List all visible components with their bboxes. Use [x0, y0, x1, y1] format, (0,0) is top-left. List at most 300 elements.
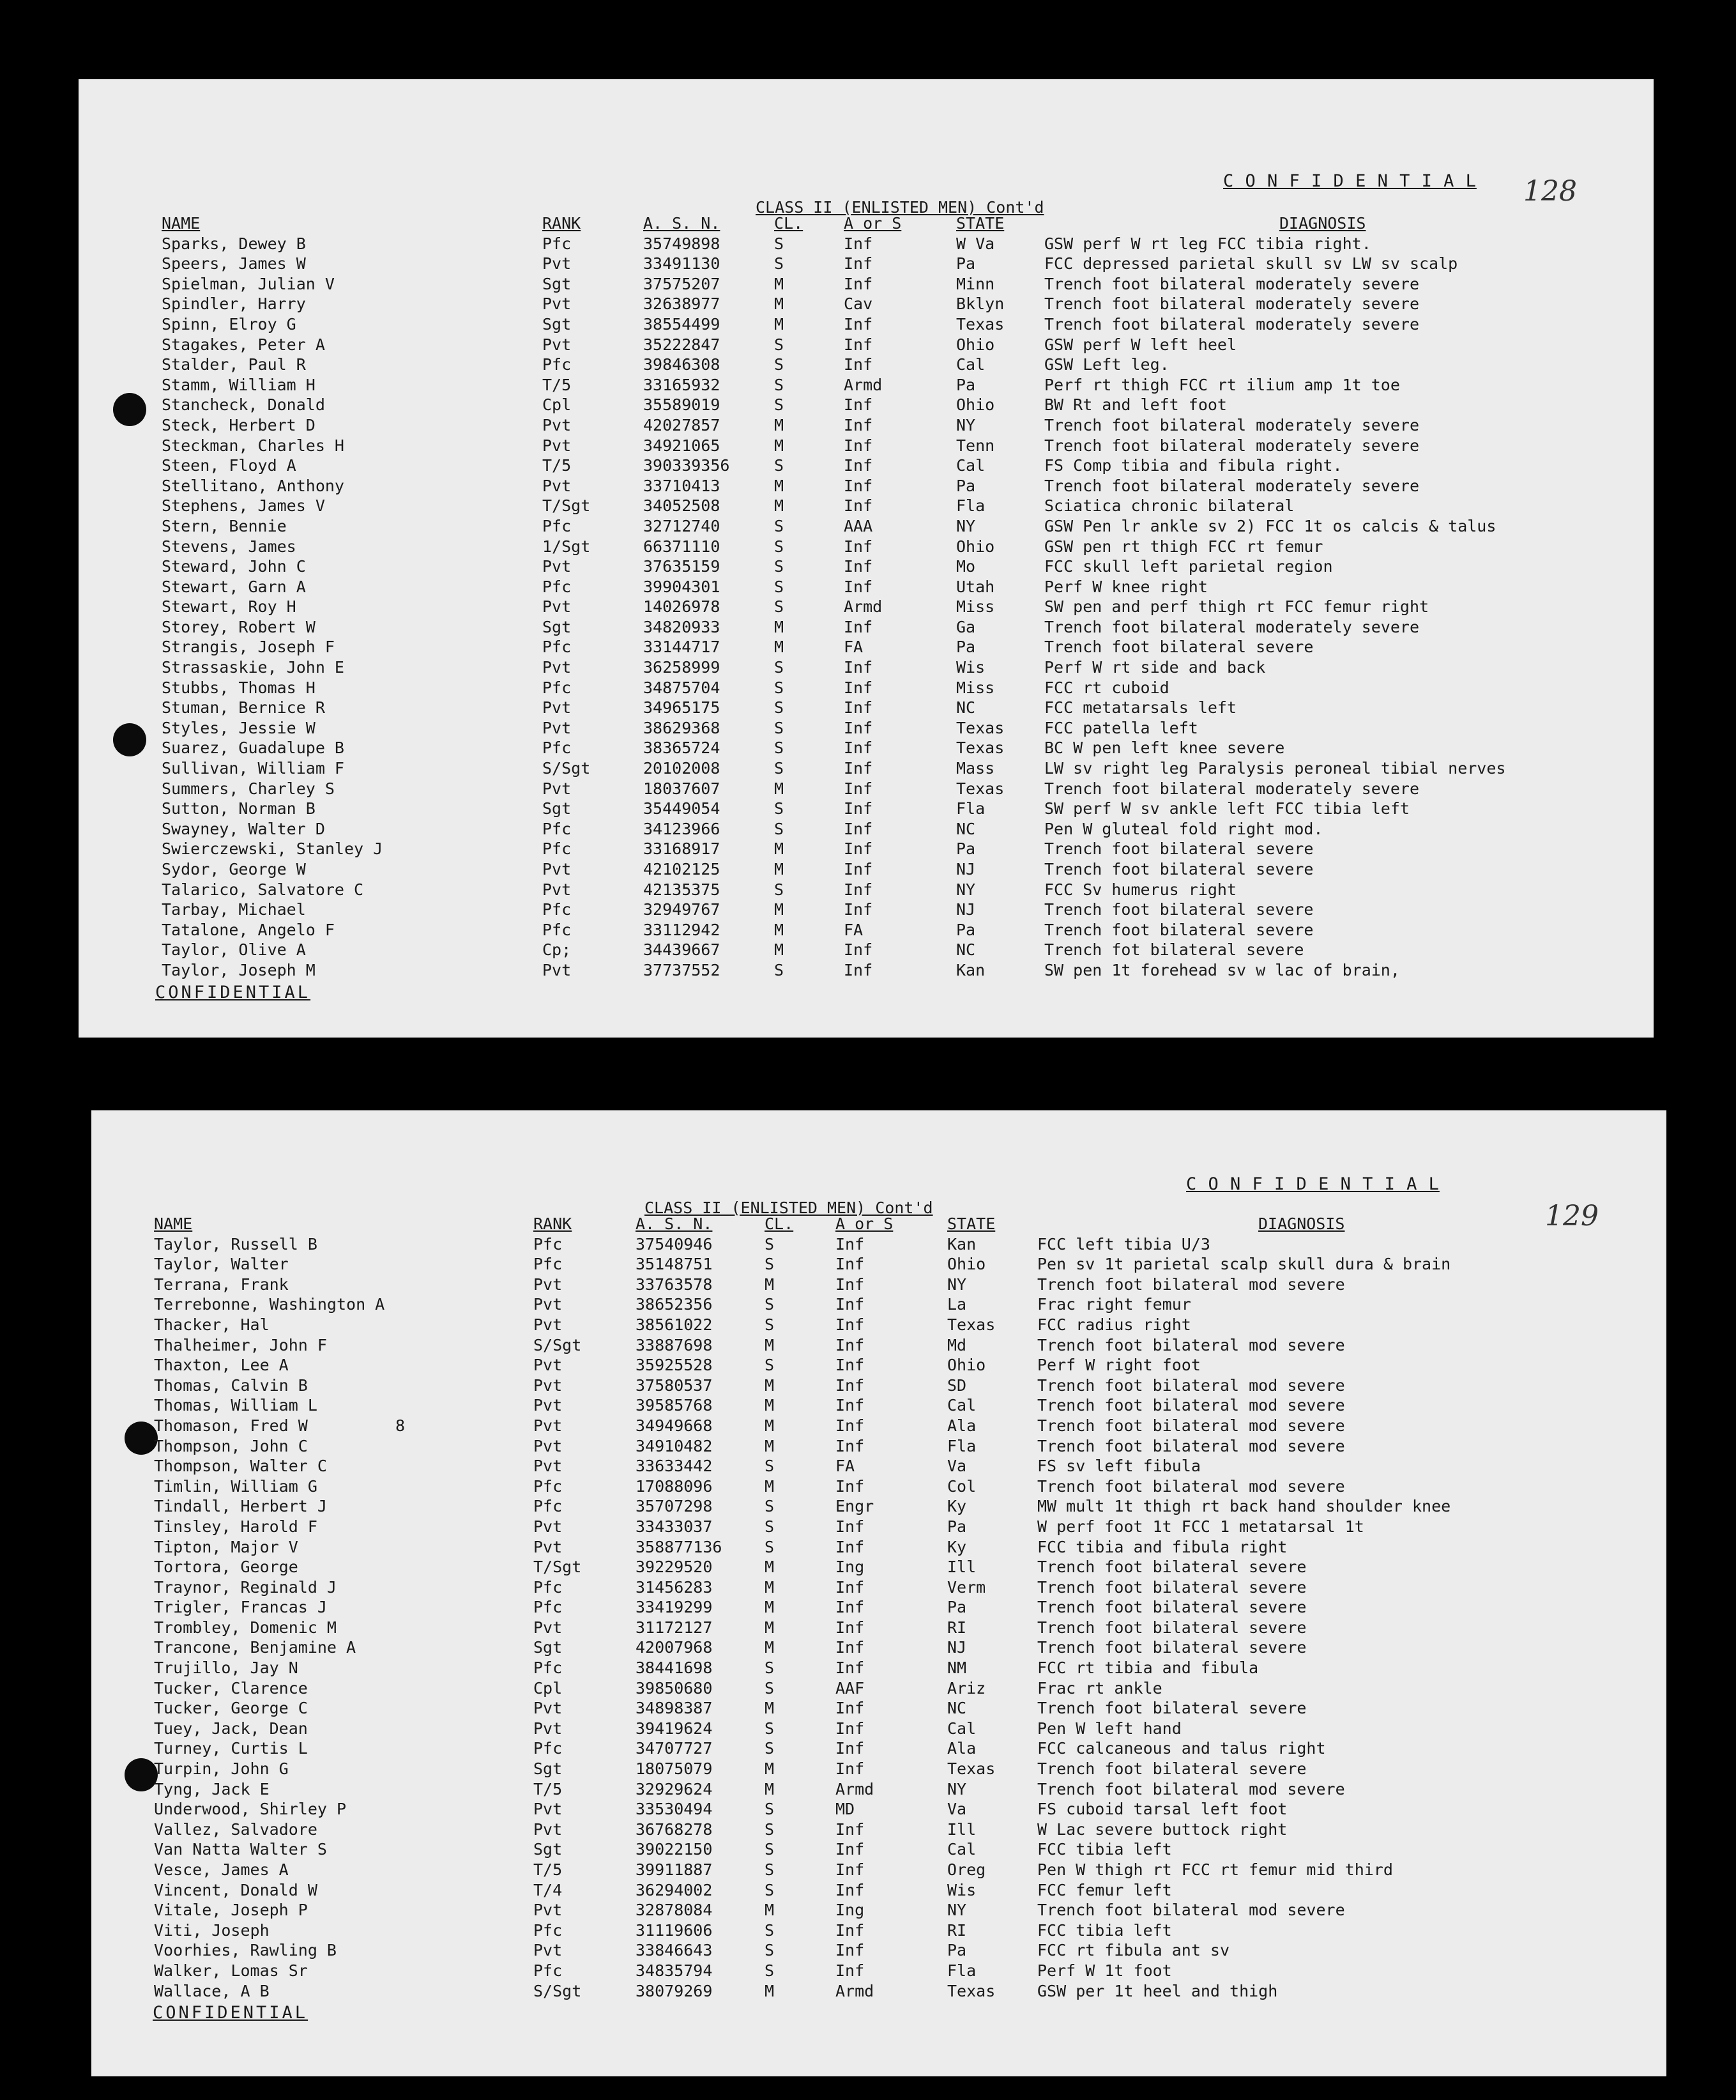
- table-cell-diagnosis: Perf W 1t foot: [1037, 1961, 1172, 1980]
- table-cell-diagnosis: FCC metatarsals left: [1044, 698, 1237, 717]
- table-cell-cl: S: [774, 739, 784, 758]
- header-asn: A. S. N.: [643, 214, 720, 233]
- table-cell-name: Sullivan, William F: [162, 759, 344, 778]
- table-cell-asn: 34965175: [643, 698, 720, 717]
- table-cell-asn: 18075079: [636, 1759, 713, 1779]
- table-cell-name: Stewart, Garn A: [162, 577, 306, 596]
- table-cell-name: Tortora, George: [154, 1558, 298, 1577]
- confidential-footer: CONFIDENTIAL: [155, 983, 311, 1002]
- table-cell-aors: Inf: [835, 1376, 865, 1395]
- table-cell-cl: S: [774, 960, 784, 979]
- table-cell-name: Thompson, John C: [154, 1436, 308, 1455]
- table-cell-rank: S/Sgt: [533, 1335, 582, 1354]
- table-cell-state: NC: [956, 698, 976, 717]
- table-cell-aors: Inf: [844, 940, 873, 960]
- table-cell-asn: 38441698: [636, 1659, 713, 1678]
- table-cell-cl: M: [765, 1779, 775, 1798]
- table-cell-rank: Cp;: [542, 940, 572, 960]
- table-cell-aors: Engr: [835, 1497, 874, 1516]
- table-cell-state: Texas: [947, 1759, 996, 1779]
- table-cell-state: Mo: [956, 557, 976, 576]
- table-cell-diagnosis: Trench foot bilateral severe: [1044, 920, 1314, 939]
- table-cell-aors: Inf: [835, 1476, 865, 1496]
- table-cell-cl: S: [774, 516, 784, 535]
- table-cell-name: Vincent, Donald W: [154, 1880, 317, 1899]
- table-cell-asn: 32638977: [643, 295, 720, 314]
- table-cell-diagnosis: Frac right femur: [1037, 1295, 1191, 1314]
- table-cell-aors: Inf: [835, 1335, 865, 1354]
- table-cell-diagnosis: SW pen 1t forehead sv w lac of brain,: [1044, 960, 1400, 979]
- table-cell-diagnosis: GSW per 1t heel and thigh: [1037, 1981, 1278, 2000]
- table-cell-name: Stevens, James: [162, 537, 296, 556]
- table-cell-cl: S: [765, 1880, 775, 1899]
- table-cell-asn: 38652356: [636, 1295, 713, 1314]
- table-cell-state: NY: [947, 1275, 967, 1294]
- table-cell-aors: Inf: [844, 819, 873, 838]
- table-cell-diagnosis: Trench foot bilateral moderately severe: [1044, 617, 1419, 636]
- table-cell-cl: M: [765, 1416, 775, 1435]
- table-cell-diagnosis: Pen W gluteal fold right mod.: [1044, 819, 1323, 838]
- table-cell-diagnosis: BW Rt and left foot: [1044, 395, 1227, 415]
- col-asn: [643, 213, 729, 981]
- table-cell-cl: S: [765, 1234, 775, 1253]
- table-cell-state: Verm: [947, 1577, 986, 1597]
- table-cell-rank: Pvt: [542, 254, 572, 273]
- table-cell-cl: S: [765, 1719, 775, 1738]
- table-cell-name: Tucker, Clarence: [154, 1678, 308, 1698]
- table-cell-cl: S: [774, 880, 784, 899]
- table-cell-rank: Pvt: [542, 436, 572, 455]
- table-cell-rank: Pvt: [533, 1537, 563, 1556]
- header-state: STATE: [956, 214, 1005, 233]
- table-cell-cl: S: [765, 1497, 775, 1516]
- stray-mark: 8: [395, 1416, 406, 1435]
- table-cell-name: Traynor, Reginald J: [154, 1577, 337, 1597]
- table-cell-state: NJ: [956, 860, 976, 878]
- table-cell-state: Fla: [947, 1436, 977, 1455]
- table-cell-rank: Pfc: [533, 1659, 563, 1678]
- table-cell-diagnosis: FCC calcaneous and talus right: [1037, 1739, 1326, 1758]
- table-cell-state: Va: [947, 1800, 967, 1819]
- table-cell-asn: 42102125: [643, 860, 720, 878]
- table-cell-rank: Sgt: [533, 1638, 563, 1657]
- table-cell-aors: Inf: [844, 355, 873, 374]
- table-cell-rank: Pfc: [533, 1961, 563, 1980]
- table-cell-aors: Inf: [844, 274, 873, 293]
- table-cell-name: Stephens, James V: [162, 496, 325, 516]
- table-cell-rank: Cpl: [542, 395, 572, 415]
- table-cell-cl: M: [765, 1275, 775, 1294]
- table-cell-aors: Inf: [844, 739, 873, 758]
- table-cell-state: Texas: [956, 718, 1005, 737]
- table-cell-aors: Inf: [844, 476, 873, 495]
- table-cell-asn: 35449054: [643, 799, 720, 818]
- table-cell-asn: 35749898: [643, 234, 720, 253]
- table-cell-name: Suarez, Guadalupe B: [162, 739, 344, 758]
- table-cell-name: Stamm, William H: [162, 375, 316, 394]
- table-cell-rank: 1/Sgt: [542, 537, 591, 556]
- table-cell-aors: Inf: [844, 537, 873, 556]
- table-cell-diagnosis: FS cuboid tarsal left foot: [1037, 1800, 1288, 1819]
- table-cell-cl: S: [774, 355, 784, 374]
- table-cell-aors: Inf: [835, 1840, 865, 1859]
- table-cell-diagnosis: GSW pen rt thigh FCC rt femur: [1044, 537, 1323, 556]
- table-cell-aors: Armd: [844, 597, 883, 617]
- table-cell-aors: Inf: [844, 617, 873, 636]
- table-cell-state: Ga: [956, 617, 976, 636]
- table-cell-rank: Pfc: [542, 920, 572, 939]
- table-cell-state: Texas: [956, 779, 1005, 798]
- table-cell-state: Fla: [956, 799, 986, 818]
- table-cell-state: Pa: [956, 254, 976, 273]
- confidential-header: C O N F I D E N T I A L: [1223, 171, 1477, 191]
- table-cell-asn: 31172127: [636, 1618, 713, 1637]
- table-cell-rank: S/Sgt: [542, 759, 591, 778]
- table-cell-state: Texas: [956, 739, 1005, 758]
- col-a-or-s: [835, 1214, 893, 2001]
- table-cell-aors: Inf: [844, 456, 873, 475]
- table-cell-cl: M: [774, 900, 784, 919]
- table-cell-aors: Inf: [844, 496, 873, 516]
- table-cell-diagnosis: Trench foot bilateral mod severe: [1037, 1901, 1345, 1920]
- table-cell-aors: Armd: [844, 375, 883, 394]
- table-cell-asn: 38365724: [643, 739, 720, 758]
- table-cell-cl: S: [765, 1356, 775, 1375]
- table-cell-name: Taylor, Joseph M: [162, 960, 316, 979]
- table-cell-rank: T/Sgt: [542, 496, 591, 516]
- table-cell-state: Mass: [956, 759, 995, 778]
- table-cell-aors: Inf: [844, 718, 873, 737]
- table-cell-asn: 14026978: [643, 597, 720, 617]
- table-cell-diagnosis: Sciatica chronic bilateral: [1044, 496, 1295, 516]
- table-cell-state: Ky: [947, 1537, 967, 1556]
- header-state: STATE: [947, 1215, 996, 1233]
- table-cell-diagnosis: FCC tibia and fibula right: [1037, 1537, 1288, 1556]
- table-cell-diagnosis: Trench foot bilateral moderately severe: [1044, 436, 1419, 455]
- table-cell-rank: T/Sgt: [533, 1558, 582, 1577]
- table-cell-aors: Ing: [835, 1901, 865, 1920]
- table-cell-diagnosis: BC W pen left knee severe: [1044, 739, 1285, 758]
- table-cell-asn: 66371110: [643, 537, 720, 556]
- table-cell-rank: Pvt: [542, 415, 572, 434]
- table-cell-rank: Pfc: [542, 234, 572, 253]
- table-cell-cl: S: [774, 395, 784, 415]
- table-cell-asn: 17088096: [636, 1476, 713, 1496]
- table-cell-cl: M: [774, 638, 784, 657]
- table-cell-aors: Inf: [835, 1255, 865, 1274]
- table-cell-state: NY: [947, 1901, 967, 1920]
- table-cell-aors: Inf: [844, 860, 873, 878]
- table-cell-asn: 33165932: [643, 375, 720, 394]
- table-cell-diagnosis: Perf W knee right: [1044, 577, 1208, 596]
- col-a-or-s: [844, 213, 901, 981]
- header-cl: CL.: [774, 214, 803, 233]
- table-cell-cl: S: [774, 759, 784, 778]
- col-name: [154, 1214, 385, 2001]
- table-cell-aors: Inf: [835, 1659, 865, 1678]
- table-cell-name: Stern, Bennie: [162, 516, 287, 535]
- table-cell-diagnosis: Pen W thigh rt FCC rt femur mid third: [1037, 1860, 1393, 1879]
- table-cell-cl: S: [774, 658, 784, 677]
- table-cell-name: Strassaskie, John E: [162, 658, 344, 677]
- table-cell-name: Vitale, Joseph P: [154, 1901, 308, 1920]
- table-cell-asn: 34707727: [636, 1739, 713, 1758]
- table-cell-name: Tindall, Herbert J: [154, 1497, 327, 1516]
- table-cell-state: Ala: [947, 1739, 977, 1758]
- table-cell-cl: M: [774, 860, 784, 878]
- table-cell-aors: Inf: [835, 1880, 865, 1899]
- table-cell-rank: Pfc: [533, 1497, 563, 1516]
- table-cell-aors: Cav: [844, 295, 873, 314]
- table-cell-asn: 20102008: [643, 759, 720, 778]
- table-cell-rank: Pfc: [533, 1577, 563, 1597]
- table-cell-rank: Pfc: [533, 1739, 563, 1758]
- table-cell-rank: Pvt: [533, 1416, 563, 1435]
- table-cell-aors: Inf: [844, 234, 873, 253]
- table-cell-cl: M: [765, 1901, 775, 1920]
- table-cell-rank: Pvt: [542, 658, 572, 677]
- table-cell-diagnosis: GSW Pen lr ankle sv 2) FCC 1t os calcis & talus: [1044, 516, 1496, 535]
- table-cell-state: Ohio: [956, 537, 995, 556]
- table-cell-rank: Sgt: [542, 799, 572, 818]
- table-cell-aors: Inf: [835, 1537, 865, 1556]
- table-cell-asn: 390339356: [643, 456, 730, 475]
- table-cell-aors: AAA: [844, 516, 873, 535]
- table-cell-diagnosis: Trench foot bilateral severe: [1044, 638, 1314, 657]
- table-cell-state: Kan: [947, 1234, 977, 1253]
- table-cell-cl: M: [765, 1981, 775, 2000]
- table-cell-asn: 35222847: [643, 335, 720, 354]
- table-cell-aors: Inf: [844, 698, 873, 717]
- table-cell-asn: 38629368: [643, 718, 720, 737]
- table-cell-state: Kan: [956, 960, 986, 979]
- table-cell-aors: Inf: [835, 1356, 865, 1375]
- table-cell-diagnosis: Pen W left hand: [1037, 1719, 1182, 1738]
- table-cell-asn: 39229520: [636, 1558, 713, 1577]
- page-number: 128: [1523, 175, 1577, 208]
- table-cell-cl: S: [765, 1295, 775, 1314]
- table-cell-state: Ill: [947, 1558, 977, 1577]
- table-cell-cl: M: [774, 779, 784, 798]
- table-cell-state: Cal: [956, 355, 986, 374]
- table-cell-cl: S: [765, 1315, 775, 1334]
- table-cell-diagnosis: Trench foot bilateral severe: [1044, 860, 1314, 878]
- table-cell-cl: M: [765, 1598, 775, 1617]
- table-cell-state: NC: [956, 819, 976, 838]
- table-cell-cl: M: [774, 920, 784, 939]
- table-cell-rank: Pvt: [533, 1800, 563, 1819]
- table-cell-name: Vesce, James A: [154, 1860, 289, 1879]
- table-cell-rank: Pfc: [533, 1255, 563, 1274]
- table-cell-state: SD: [947, 1376, 967, 1395]
- table-cell-cl: S: [774, 335, 784, 354]
- table-cell-cl: S: [774, 234, 784, 253]
- table-cell-cl: M: [765, 1376, 775, 1395]
- document-page-128: [79, 79, 1654, 1038]
- table-cell-asn: 18037607: [643, 779, 720, 798]
- header-a-or-s: A or S: [835, 1215, 894, 1233]
- punch-hole: [113, 723, 146, 756]
- table-cell-state: Wis: [956, 658, 986, 677]
- table-cell-aors: Armd: [835, 1779, 874, 1798]
- table-cell-cl: S: [774, 799, 784, 818]
- table-cell-name: Sutton, Norman B: [162, 799, 316, 818]
- table-cell-aors: FA: [835, 1457, 855, 1476]
- table-cell-cl: M: [774, 496, 784, 516]
- table-cell-name: Taylor, Russell B: [154, 1234, 317, 1253]
- table-cell-diagnosis: Trench foot bilateral severe: [1037, 1759, 1307, 1779]
- punch-hole: [125, 1422, 158, 1455]
- table-cell-diagnosis: Frac rt ankle: [1037, 1678, 1162, 1698]
- table-cell-state: Fla: [947, 1961, 977, 1980]
- table-cell-state: RI: [947, 1920, 967, 1940]
- table-cell-aors: Inf: [835, 1618, 865, 1637]
- table-cell-rank: Pvt: [542, 698, 572, 717]
- table-cell-rank: Sgt: [533, 1759, 563, 1779]
- table-cell-name: Sydor, George W: [162, 860, 306, 878]
- table-cell-state: Cal: [947, 1396, 977, 1415]
- table-cell-aors: Inf: [835, 1315, 865, 1334]
- table-cell-rank: Sgt: [542, 274, 572, 293]
- table-cell-diagnosis: W Lac severe buttock right: [1037, 1820, 1288, 1839]
- table-cell-asn: 31456283: [636, 1577, 713, 1597]
- table-cell-name: Swierczewski, Stanley J: [162, 839, 383, 859]
- table-cell-name: Thomason, Fred W: [154, 1416, 308, 1435]
- table-cell-cl: S: [774, 537, 784, 556]
- table-cell-name: Stancheck, Donald: [162, 395, 325, 415]
- table-cell-aors: Inf: [835, 1436, 865, 1455]
- table-cell-name: Tuey, Jack, Dean: [154, 1719, 308, 1738]
- table-cell-asn: 36294002: [636, 1880, 713, 1899]
- table-cell-state: Ohio: [947, 1255, 986, 1274]
- table-cell-cl: M: [765, 1618, 775, 1637]
- table-cell-state: Pa: [956, 839, 976, 859]
- table-cell-name: Spindler, Harry: [162, 295, 306, 314]
- table-cell-rank: Pvt: [542, 860, 572, 878]
- document-page-129: [91, 1110, 1666, 2076]
- header-a-or-s: A or S: [844, 214, 902, 233]
- table-cell-diagnosis: FCC rt tibia and fibula: [1037, 1659, 1259, 1678]
- table-cell-cl: S: [774, 254, 784, 273]
- table-cell-rank: Pvt: [533, 1618, 563, 1637]
- table-cell-asn: 39850680: [636, 1678, 713, 1698]
- table-cell-state: Pa: [947, 1517, 967, 1536]
- table-cell-diagnosis: FS sv left fibula: [1037, 1457, 1201, 1476]
- table-cell-rank: Pfc: [542, 577, 572, 596]
- table-cell-aors: Inf: [844, 335, 873, 354]
- table-cell-asn: 37575207: [643, 274, 720, 293]
- table-cell-asn: 33633442: [636, 1457, 713, 1476]
- table-cell-name: Spielman, Julian V: [162, 274, 335, 293]
- table-cell-state: NM: [947, 1659, 967, 1678]
- table-cell-state: Ill: [947, 1820, 977, 1839]
- table-cell-state: W Va: [956, 234, 995, 253]
- table-cell-asn: 42135375: [643, 880, 720, 899]
- table-cell-rank: Pvt: [533, 1719, 563, 1738]
- table-cell-diagnosis: Pen sv 1t parietal scalp skull dura & brain: [1037, 1255, 1451, 1274]
- table-cell-asn: 38561022: [636, 1315, 713, 1334]
- table-cell-aors: Inf: [835, 1820, 865, 1839]
- table-cell-aors: Inf: [844, 577, 873, 596]
- table-cell-asn: 35707298: [636, 1497, 713, 1516]
- table-cell-rank: Pvt: [542, 880, 572, 899]
- table-cell-diagnosis: W perf foot 1t FCC 1 metatarsal 1t: [1037, 1517, 1364, 1536]
- table-cell-state: Pa: [956, 375, 976, 394]
- table-cell-rank: Pvt: [542, 295, 572, 314]
- table-cell-cl: S: [765, 1537, 775, 1556]
- table-cell-diagnosis: Trench foot bilateral moderately severe: [1044, 779, 1419, 798]
- table-cell-diagnosis: Trench foot bilateral severe: [1037, 1558, 1307, 1577]
- table-cell-name: Wallace, A B: [154, 1981, 270, 2000]
- table-cell-asn: 37635159: [643, 557, 720, 576]
- header-name: NAME: [154, 1215, 193, 1233]
- table-cell-asn: 42027857: [643, 415, 720, 434]
- table-cell-cl: M: [765, 1558, 775, 1577]
- table-cell-name: Terrebonne, Washington A: [154, 1295, 385, 1314]
- table-cell-name: Stubbs, Thomas H: [162, 678, 316, 697]
- table-cell-rank: Pfc: [533, 1920, 563, 1940]
- table-cell-diagnosis: Trench foot bilateral mod severe: [1037, 1275, 1345, 1294]
- table-cell-state: Texas: [947, 1315, 996, 1334]
- table-cell-rank: T/4: [533, 1880, 563, 1899]
- table-cell-rank: Pvt: [533, 1517, 563, 1536]
- table-cell-name: Trancone, Benjamine A: [154, 1638, 356, 1657]
- table-cell-cl: S: [774, 718, 784, 737]
- table-cell-aors: Inf: [844, 900, 873, 919]
- table-cell-aors: Inf: [844, 557, 873, 576]
- table-cell-aors: Ing: [835, 1558, 865, 1577]
- table-cell-cl: M: [774, 940, 784, 960]
- table-cell-state: NY: [956, 516, 976, 535]
- table-cell-diagnosis: Trench foot bilateral severe: [1044, 839, 1314, 859]
- table-cell-state: NJ: [947, 1638, 967, 1657]
- table-cell-cl: S: [765, 1659, 775, 1678]
- table-cell-diagnosis: Trench foot bilateral moderately severe: [1044, 314, 1419, 333]
- table-cell-asn: 33710413: [643, 476, 720, 495]
- table-cell-name: Stuman, Bernice R: [162, 698, 325, 717]
- table-cell-diagnosis: LW sv right leg Paralysis peroneal tibial nerves: [1044, 759, 1506, 778]
- table-cell-state: Ohio: [956, 335, 995, 354]
- table-cell-asn: 39846308: [643, 355, 720, 374]
- table-cell-cl: M: [765, 1476, 775, 1496]
- table-cell-state: Wis: [947, 1880, 977, 1899]
- table-cell-asn: 35925528: [636, 1356, 713, 1375]
- table-cell-name: Walker, Lomas Sr: [154, 1961, 308, 1980]
- table-cell-name: Steckman, Charles H: [162, 436, 344, 455]
- table-cell-aors: Inf: [844, 658, 873, 677]
- table-cell-rank: Pvt: [542, 597, 572, 617]
- table-cell-aors: Armd: [835, 1981, 874, 2000]
- table-cell-asn: 34921065: [643, 436, 720, 455]
- col-state: [956, 213, 1004, 981]
- table-cell-name: Stalder, Paul R: [162, 355, 306, 374]
- table-cell-cl: S: [774, 597, 784, 617]
- table-cell-asn: 33763578: [636, 1275, 713, 1294]
- header-cl: CL.: [765, 1215, 794, 1233]
- table-cell-cl: S: [765, 1961, 775, 1980]
- table-cell-cl: S: [774, 819, 784, 838]
- col-cl: [774, 213, 803, 981]
- table-cell-asn: 36258999: [643, 658, 720, 677]
- table-cell-rank: T/5: [542, 456, 572, 475]
- table-cell-name: Tucker, George C: [154, 1699, 308, 1718]
- table-cell-state: NY: [956, 880, 976, 899]
- table-cell-cl: M: [774, 274, 784, 293]
- table-cell-cl: S: [765, 1820, 775, 1839]
- table-cell-rank: Pfc: [542, 739, 572, 758]
- table-cell-name: Trujillo, Jay N: [154, 1659, 298, 1678]
- table-cell-asn: 34910482: [636, 1436, 713, 1455]
